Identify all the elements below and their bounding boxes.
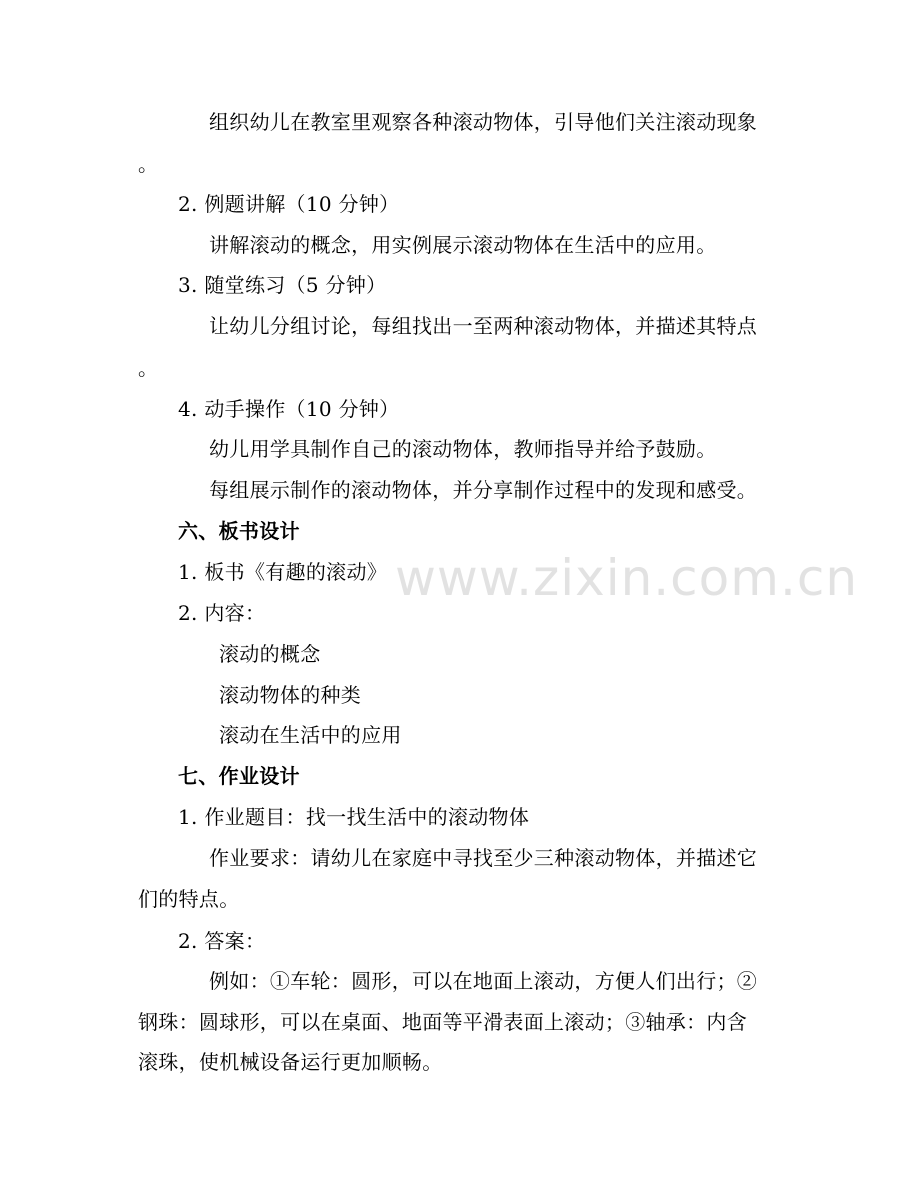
section-heading-homework-design: 七、作业设计 — [178, 764, 300, 788]
step-showcase-text: 每组展示制作的滚动物体，并分享制作过程中的发现和感受。 — [209, 478, 758, 502]
step-example-explanation: 2. 例题讲解（10 分钟） — [178, 192, 400, 216]
step-practice-text: 让幼儿分组讨论，每组找出一至两种滚动物体，并描述其特点 — [209, 314, 758, 338]
board-content-line: 滚动的概念 — [219, 642, 321, 666]
homework-topic-item: 1. 作业题目：找一找生活中的滚动物体 — [178, 805, 530, 829]
board-title-item: 1. 板书《有趣的滚动》 — [178, 560, 388, 584]
board-content-line: 滚动在生活中的应用 — [219, 723, 402, 747]
activity-observation-text: 组织幼儿在教室里观察各种滚动物体，引导他们关注滚动现象 — [209, 110, 758, 134]
watermark: www.zixin.com.cn — [395, 549, 859, 607]
step-hands-on: 4. 动手操作（10 分钟） — [178, 397, 400, 421]
answer-item: 2. 答案： — [178, 929, 266, 953]
step-example-text: 讲解滚动的概念，用实例展示滚动物体在生活中的应用。 — [209, 233, 717, 257]
board-content-item: 2. 内容： — [178, 601, 266, 625]
step-hands-on-text: 幼儿用学具制作自己的滚动物体，教师指导并给予鼓励。 — [209, 437, 717, 461]
answer-text: 例如：①车轮：圆形，可以在地面上滚动，方便人们出行；② — [209, 969, 758, 993]
answer-text-continued: 钢珠：圆球形，可以在桌面、地面等平滑表面上滚动；③轴承：内含 — [138, 1010, 747, 1034]
step-practice-text-end: 。 — [138, 356, 159, 380]
step-class-practice: 3. 随堂练习（5 分钟） — [178, 273, 387, 297]
board-content-line: 滚动物体的种类 — [219, 683, 362, 707]
activity-observation-text-end: 。 — [138, 152, 159, 176]
answer-text-end: 滚珠，使机械设备运行更加顺畅。 — [138, 1050, 443, 1074]
section-heading-board-design: 六、板书设计 — [178, 519, 300, 543]
homework-requirement-text-end: 们的特点。 — [138, 887, 240, 911]
homework-requirement-text: 作业要求：请幼儿在家庭中寻找至少三种滚动物体，并描述它 — [209, 846, 758, 870]
